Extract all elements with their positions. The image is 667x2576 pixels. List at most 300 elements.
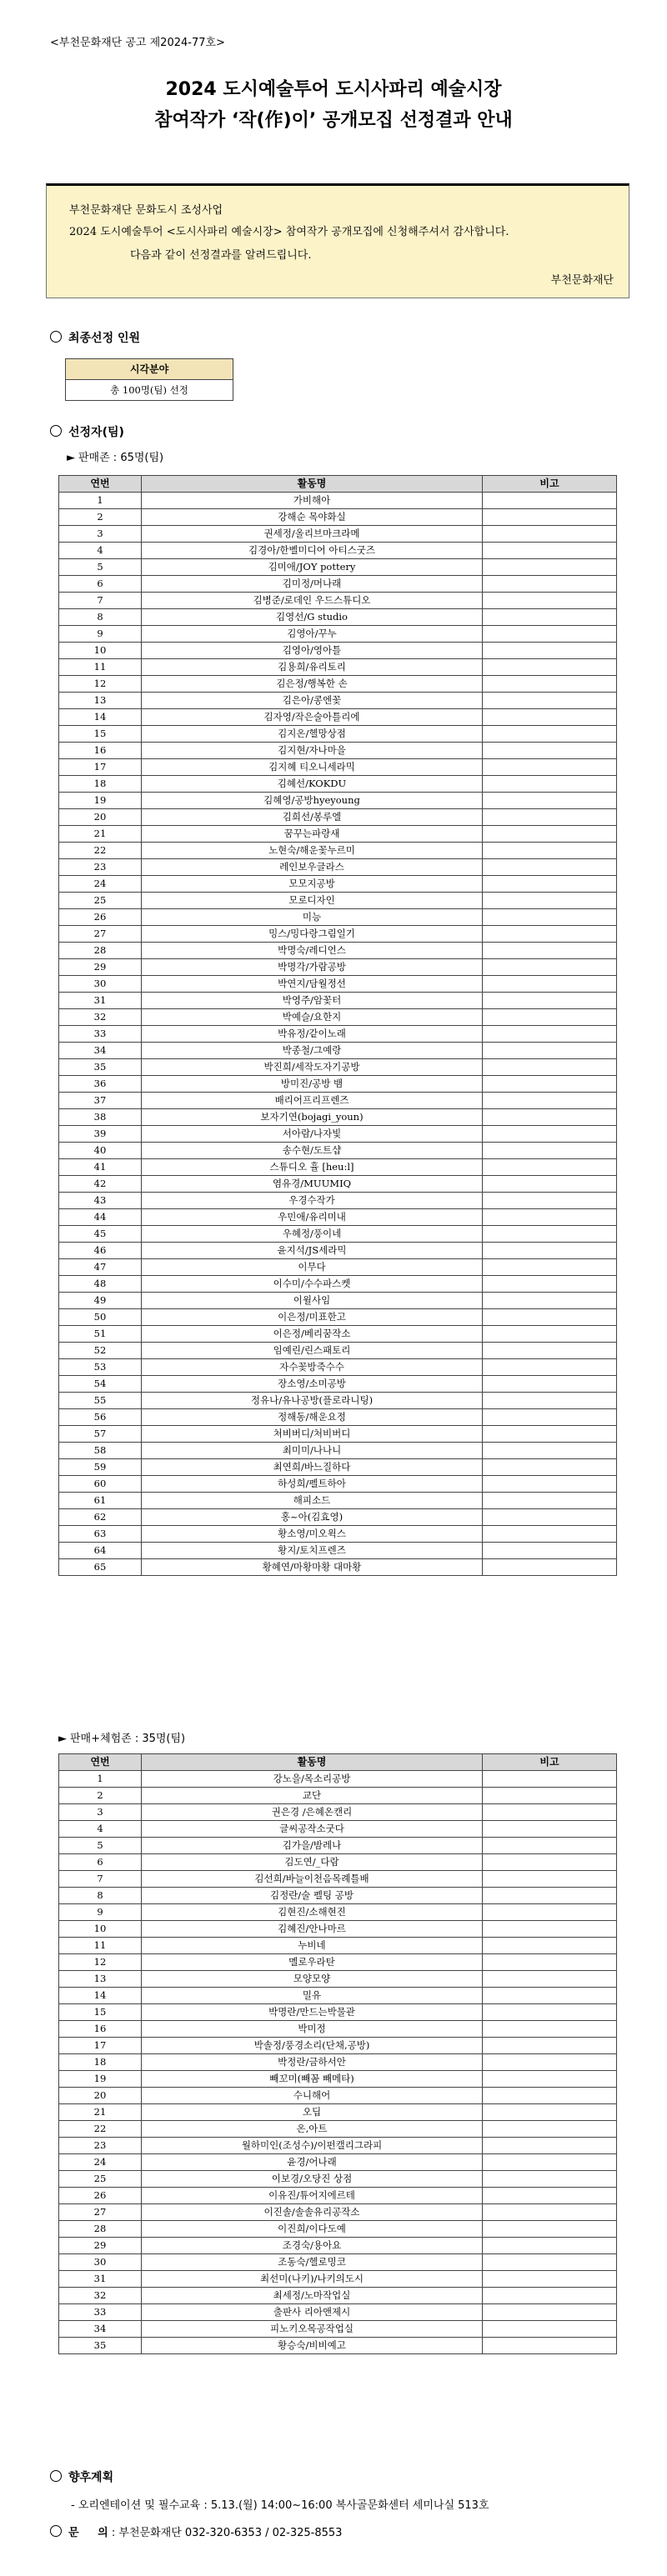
- row-number: 11: [59, 659, 142, 676]
- row-activity-name: 온,아트: [142, 2121, 483, 2138]
- row-number: 7: [59, 593, 142, 609]
- row-number: 62: [59, 1509, 142, 1526]
- table-row: [59, 993, 617, 1009]
- row-activity-name: 김경아/한벨미디어 아티스굿즈: [142, 543, 483, 559]
- row-activity-name: 홍~아(김효영): [142, 1509, 483, 1526]
- row-number: 3: [59, 1804, 142, 1821]
- row-number: 41: [59, 1159, 142, 1176]
- row-number: 64: [59, 1543, 142, 1559]
- row-number: 63: [59, 1526, 142, 1543]
- row-activity-name: 김지현/자나마을: [142, 743, 483, 759]
- sell-zone-label-text: 판매존 : 65명(팀): [78, 452, 164, 464]
- section-schedule: [50, 2468, 113, 2485]
- row-activity-name: 박명숙/레디언스: [142, 943, 483, 959]
- table-row: [59, 1854, 617, 1871]
- row-number: 35: [59, 2338, 142, 2354]
- row-activity-name: 조동숙/헬로밍코: [142, 2254, 483, 2271]
- sell-zone-table: [58, 475, 617, 1576]
- section-selected: [50, 423, 124, 440]
- row-number: 10: [59, 643, 142, 659]
- table-row: [59, 1059, 617, 1076]
- row-activity-name: 강해순 목야화실: [142, 509, 483, 526]
- row-number: 18: [59, 776, 142, 793]
- row-note: [483, 643, 617, 659]
- table-row: [59, 1226, 617, 1243]
- row-note: [483, 1226, 617, 1243]
- row-number: 12: [59, 1954, 142, 1971]
- table-row: [59, 1393, 617, 1409]
- table-row: [59, 1838, 617, 1854]
- table-row: [59, 1043, 617, 1059]
- row-activity-name: 최선미(나키)/나키의도시: [142, 2271, 483, 2288]
- table-row: [59, 2221, 617, 2238]
- table-row: [59, 559, 617, 576]
- quota-header: 시각분야: [66, 359, 233, 380]
- row-activity-name: 권세정/올리브마크라메: [142, 526, 483, 543]
- row-note: [483, 2121, 617, 2138]
- row-activity-name: 수니해어: [142, 2088, 483, 2104]
- page-title-line1: 2024 도시예술투어 도시사파리 예술시장: [165, 79, 502, 100]
- row-number: 14: [59, 1988, 142, 2004]
- row-activity-name: 권은경 /은혜온캔리: [142, 1804, 483, 1821]
- row-note: [483, 2138, 617, 2154]
- row-note: [483, 1193, 617, 1209]
- row-number: 20: [59, 809, 142, 826]
- row-number: 32: [59, 2288, 142, 2304]
- row-number: 34: [59, 1043, 142, 1059]
- table-row: [59, 2038, 617, 2054]
- contact-text: : 부천문화재단 032-320-6353 / 02-325-8553: [111, 2527, 343, 2539]
- row-number: 28: [59, 2221, 142, 2238]
- row-note: [483, 826, 617, 843]
- row-note: [483, 1954, 617, 1971]
- row-number: 7: [59, 1871, 142, 1888]
- table-row: [59, 1293, 617, 1309]
- row-activity-name: 김현진/소해현진: [142, 1904, 483, 1921]
- row-note: [483, 809, 617, 826]
- row-number: 9: [59, 1904, 142, 1921]
- table-row: [59, 1443, 617, 1459]
- row-number: 47: [59, 1259, 142, 1276]
- row-activity-name: 송수현/도트샵: [142, 1143, 483, 1159]
- row-activity-name: 김지온/헬망상점: [142, 726, 483, 743]
- row-note: [483, 1359, 617, 1376]
- row-number: 6: [59, 1854, 142, 1871]
- table-row: [59, 743, 617, 759]
- row-number: 54: [59, 1376, 142, 1393]
- row-activity-name: 김은아/콩엔꽃: [142, 693, 483, 709]
- intro-line3: 다음과 같이 선정결과를 알려드립니다.: [130, 249, 312, 262]
- row-note: [483, 1938, 617, 1954]
- table-row: [59, 2088, 617, 2104]
- table-row: [59, 726, 617, 743]
- table-row: [59, 2104, 617, 2121]
- table-row: [59, 1509, 617, 1526]
- row-activity-name: 노현숙/해운꽃누르미: [142, 843, 483, 859]
- section-final-label: 최종선정 인원: [68, 332, 141, 345]
- table-row: [59, 1159, 617, 1176]
- table-row: [59, 1804, 617, 1821]
- row-activity-name: 박솔정/풍경소리(단채,공방): [142, 2038, 483, 2054]
- row-note: [483, 1343, 617, 1359]
- table-row: [59, 1359, 617, 1376]
- row-number: 11: [59, 1938, 142, 1954]
- page-title-line2: 참여작가 ‘작(作)이’ 공개모집 선정결과 안내: [154, 110, 513, 131]
- row-activity-name: 출판사 리아앤제시: [142, 2304, 483, 2321]
- row-activity-name: 윤경/어나래: [142, 2154, 483, 2171]
- table-row: [59, 776, 617, 793]
- table-row: [59, 2271, 617, 2288]
- row-activity-name: 이은정/베리꿈작소: [142, 1326, 483, 1343]
- row-activity-name: 빼꼬미(빼꼼 빼메타): [142, 2071, 483, 2088]
- table-row: [59, 2054, 617, 2071]
- table-row: [59, 976, 617, 993]
- row-note: [483, 959, 617, 976]
- row-note: [483, 1509, 617, 1526]
- row-activity-name: 이진솔/솔솔유리공작소: [142, 2204, 483, 2221]
- row-activity-name: 우민애/유리미내: [142, 1209, 483, 1226]
- row-number: 22: [59, 2121, 142, 2138]
- row-activity-name: 최연희/바느질하다: [142, 1459, 483, 1476]
- col-header-note: 비고: [483, 1754, 617, 1771]
- row-activity-name: 이윌사임: [142, 1293, 483, 1309]
- row-number: 26: [59, 2188, 142, 2204]
- row-number: 48: [59, 1276, 142, 1293]
- table-row: [59, 1093, 617, 1109]
- row-number: 23: [59, 859, 142, 876]
- row-number: 15: [59, 2004, 142, 2021]
- table-row: [59, 693, 617, 709]
- row-number: 13: [59, 1971, 142, 1988]
- row-number: 31: [59, 2271, 142, 2288]
- row-note: [483, 1409, 617, 1426]
- row-number: 4: [59, 1821, 142, 1838]
- table-row: [59, 1526, 617, 1543]
- table-row: [59, 1459, 617, 1476]
- row-number: 15: [59, 726, 142, 743]
- table-row: [59, 1559, 617, 1576]
- schedule-text: - 오리엔테이션 및 필수교육 : 5.13.(월) 14:00~16:00 복사골문화센터 세미나실 513호: [71, 2499, 489, 2512]
- row-number: 1: [59, 1771, 142, 1788]
- row-note: [483, 1493, 617, 1509]
- row-note: [483, 1276, 617, 1293]
- table-row: [59, 526, 617, 543]
- row-note: [483, 843, 617, 859]
- col-header-note: 비고: [483, 476, 617, 493]
- table-row: [59, 2004, 617, 2021]
- row-activity-name: 임예린/린스패토리: [142, 1343, 483, 1359]
- section-selected-label: 선정자(팀): [68, 426, 124, 439]
- row-note: [483, 1543, 617, 1559]
- row-activity-name: 박진희/세작도자기공방: [142, 1059, 483, 1076]
- row-activity-name: 황혜연/마황마황 대마황: [142, 1559, 483, 1576]
- row-number: 8: [59, 609, 142, 626]
- table-row: [59, 1109, 617, 1126]
- table-row: [59, 1954, 617, 1971]
- row-activity-name: 김병준/로데인 우드스튜디오: [142, 593, 483, 609]
- exp-zone-table: [58, 1753, 617, 2354]
- row-activity-name: 멜로우라탄: [142, 1954, 483, 1971]
- table-row: [59, 1888, 617, 1904]
- row-note: [483, 926, 617, 943]
- circle-bullet-icon: [50, 425, 62, 437]
- row-note: [483, 493, 617, 509]
- row-activity-name: 김영아/꾸누: [142, 626, 483, 643]
- row-activity-name: 김가을/밤레나: [142, 1838, 483, 1854]
- row-number: 16: [59, 743, 142, 759]
- table-row: [59, 2338, 617, 2354]
- row-activity-name: 스튜디오 휼 [heu:l]: [142, 1159, 483, 1176]
- row-number: 4: [59, 543, 142, 559]
- row-number: 30: [59, 2254, 142, 2271]
- row-activity-name: 김혜진/안나마르: [142, 1921, 483, 1938]
- row-number: 2: [59, 509, 142, 526]
- row-number: 23: [59, 2138, 142, 2154]
- row-note: [483, 1526, 617, 1543]
- row-number: 33: [59, 1026, 142, 1043]
- row-number: 56: [59, 1409, 142, 1426]
- table-row: [59, 659, 617, 676]
- row-activity-name: 박명란/만드는박물관: [142, 2004, 483, 2021]
- table-row: [59, 1476, 617, 1493]
- row-number: 27: [59, 926, 142, 943]
- table-row: [59, 893, 617, 909]
- table-row: [59, 576, 617, 593]
- table-row: [59, 643, 617, 659]
- row-number: 39: [59, 1126, 142, 1143]
- row-activity-name: 피노키오목공작업실: [142, 2321, 483, 2338]
- row-activity-name: 이유진/튜어지에르테: [142, 2188, 483, 2204]
- row-activity-name: 황지/토치프렌즈: [142, 1543, 483, 1559]
- intro-box: [46, 183, 629, 298]
- table-row: [59, 1026, 617, 1043]
- row-activity-name: 월하미인(조성수)/이펀캘리그라피: [142, 2138, 483, 2154]
- row-note: [483, 676, 617, 693]
- row-number: 32: [59, 1009, 142, 1026]
- row-activity-name: 이수미/수수파스켓: [142, 1276, 483, 1293]
- row-activity-name: 박예슬/요한지: [142, 1009, 483, 1026]
- row-activity-name: 우경수작가: [142, 1193, 483, 1209]
- row-activity-name: 김영선/G studio: [142, 609, 483, 626]
- row-number: 5: [59, 1838, 142, 1854]
- section-schedule-label: 향후계획: [68, 2471, 114, 2484]
- row-number: 25: [59, 2171, 142, 2188]
- notice-number: <부천문화재단 공고 제2024-77호>: [50, 37, 225, 49]
- col-header-no: 연번: [59, 476, 142, 493]
- row-note: [483, 1459, 617, 1476]
- row-number: 49: [59, 1293, 142, 1309]
- row-note: [483, 1176, 617, 1193]
- row-number: 19: [59, 793, 142, 809]
- row-number: 17: [59, 2038, 142, 2054]
- table-row: [59, 676, 617, 693]
- row-number: 3: [59, 526, 142, 543]
- row-number: 30: [59, 976, 142, 993]
- row-note: [483, 1259, 617, 1276]
- intro-line1: 부천문화재단 문화도시 조성사업: [69, 204, 223, 217]
- exp-zone-label-text: 판매+체험존 : 35명(팀): [70, 1733, 186, 1745]
- row-note: [483, 626, 617, 643]
- row-activity-name: 누비네: [142, 1938, 483, 1954]
- table-row: [59, 1821, 617, 1838]
- row-note: [483, 559, 617, 576]
- table-row: [59, 1426, 617, 1443]
- row-note: [483, 2021, 617, 2038]
- row-activity-name: 보자기연(bojagi_youn): [142, 1109, 483, 1126]
- row-note: [483, 1971, 617, 1988]
- row-activity-name: 이보경/오당진 상점: [142, 2171, 483, 2188]
- table-row: [59, 793, 617, 809]
- row-note: [483, 1921, 617, 1938]
- row-note: [483, 659, 617, 676]
- table-row: [59, 2321, 617, 2338]
- row-note: [483, 1393, 617, 1409]
- table-row: [59, 826, 617, 843]
- row-number: 58: [59, 1443, 142, 1459]
- row-note: [483, 1009, 617, 1026]
- row-number: 53: [59, 1359, 142, 1376]
- row-activity-name: 강노을/목소리공방: [142, 1771, 483, 1788]
- table-row: [59, 759, 617, 776]
- row-number: 19: [59, 2071, 142, 2088]
- row-number: 40: [59, 1143, 142, 1159]
- table-row: [59, 2154, 617, 2171]
- table-row: [59, 2238, 617, 2254]
- row-activity-name: 박유정/같이노래: [142, 1026, 483, 1043]
- row-activity-name: 김정란/술 펠팅 공방: [142, 1888, 483, 1904]
- circle-bullet-icon: [50, 2525, 62, 2537]
- row-activity-name: 윤지석/JS세라믹: [142, 1243, 483, 1259]
- table-row: [59, 626, 617, 643]
- row-number: 16: [59, 2021, 142, 2038]
- row-note: [483, 1426, 617, 1443]
- row-number: 2: [59, 1788, 142, 1804]
- table-row: [59, 1126, 617, 1143]
- row-activity-name: 글씨공작소굿다: [142, 1821, 483, 1838]
- row-number: 52: [59, 1343, 142, 1359]
- table-row: [59, 593, 617, 609]
- row-number: 59: [59, 1459, 142, 1476]
- row-number: 12: [59, 676, 142, 693]
- row-note: [483, 743, 617, 759]
- row-number: 33: [59, 2304, 142, 2321]
- row-activity-name: 모로디자인: [142, 893, 483, 909]
- row-activity-name: 박영주/암꽃터: [142, 993, 483, 1009]
- row-number: 43: [59, 1193, 142, 1209]
- table-row: [59, 1343, 617, 1359]
- table-row: [59, 1326, 617, 1343]
- row-activity-name: 최세정/노마작업실: [142, 2288, 483, 2304]
- table-row: [59, 943, 617, 959]
- row-activity-name: 염유경/MUUMIQ: [142, 1176, 483, 1193]
- row-number: 21: [59, 826, 142, 843]
- row-number: 35: [59, 1059, 142, 1076]
- row-number: 55: [59, 1393, 142, 1409]
- row-activity-name: 오딥: [142, 2104, 483, 2121]
- table-row: [59, 2304, 617, 2321]
- table-row: [59, 959, 617, 976]
- row-note: [483, 2254, 617, 2271]
- row-number: 60: [59, 1476, 142, 1493]
- contact-label: 문 의: [68, 2527, 108, 2539]
- row-note: [483, 1126, 617, 1143]
- row-note: [483, 2271, 617, 2288]
- row-note: [483, 893, 617, 909]
- triangle-bullet-icon: ►: [58, 1733, 67, 1745]
- circle-bullet-icon: [50, 2470, 62, 2482]
- row-number: 10: [59, 1921, 142, 1938]
- row-activity-name: 이은정/미표한고: [142, 1309, 483, 1326]
- row-note: [483, 1888, 617, 1904]
- row-note: [483, 2171, 617, 2188]
- row-note: [483, 1771, 617, 1788]
- row-note: [483, 909, 617, 926]
- table-row: [59, 1209, 617, 1226]
- row-note: [483, 1159, 617, 1176]
- row-note: [483, 609, 617, 626]
- row-number: 5: [59, 559, 142, 576]
- circle-bullet-icon: [50, 331, 62, 343]
- table-row: [59, 909, 617, 926]
- row-activity-name: 김도연/_다람: [142, 1854, 483, 1871]
- row-number: 27: [59, 2204, 142, 2221]
- row-number: 18: [59, 2054, 142, 2071]
- table-row: [59, 2171, 617, 2188]
- row-activity-name: 김용희/유리토리: [142, 659, 483, 676]
- row-activity-name: 박정란/금하서안: [142, 2054, 483, 2071]
- row-activity-name: 김미애/JOY pottery: [142, 559, 483, 576]
- row-number: 14: [59, 709, 142, 726]
- row-number: 31: [59, 993, 142, 1009]
- table-row: [59, 1543, 617, 1559]
- row-activity-name: 밍스/밍다랑그림일기: [142, 926, 483, 943]
- row-activity-name: 이진희/이다도예: [142, 2221, 483, 2238]
- table-row: [59, 1971, 617, 1988]
- row-note: [483, 1076, 617, 1093]
- table-row: [59, 2071, 617, 2088]
- row-note: [483, 876, 617, 893]
- table-row: [59, 2138, 617, 2154]
- row-note: [483, 2188, 617, 2204]
- row-note: [483, 1326, 617, 1343]
- row-activity-name: 김영아/영아틀: [142, 643, 483, 659]
- row-activity-name: 꿈꾸는파랑새: [142, 826, 483, 843]
- row-note: [483, 1093, 617, 1109]
- row-activity-name: 해피소드: [142, 1493, 483, 1509]
- row-note: [483, 1904, 617, 1921]
- row-activity-name: 박종철/그예랑: [142, 1043, 483, 1059]
- table-row: [59, 1276, 617, 1293]
- row-note: [483, 776, 617, 793]
- row-activity-name: 레인보우글라스: [142, 859, 483, 876]
- row-activity-name: 서아람/나자빛: [142, 1126, 483, 1143]
- row-note: [483, 576, 617, 593]
- table-row: [59, 1176, 617, 1193]
- row-note: [483, 1559, 617, 1576]
- table-row: [59, 1309, 617, 1326]
- table-row: [59, 543, 617, 559]
- row-note: [483, 1026, 617, 1043]
- row-number: 46: [59, 1243, 142, 1259]
- row-activity-name: 하성희/펠트하아: [142, 1476, 483, 1493]
- row-note: [483, 1059, 617, 1076]
- row-note: [483, 509, 617, 526]
- row-note: [483, 793, 617, 809]
- row-note: [483, 1376, 617, 1393]
- row-activity-name: 박연지/담월정선: [142, 976, 483, 993]
- col-header-name: 활동명: [142, 1754, 483, 1771]
- row-note: [483, 1988, 617, 2004]
